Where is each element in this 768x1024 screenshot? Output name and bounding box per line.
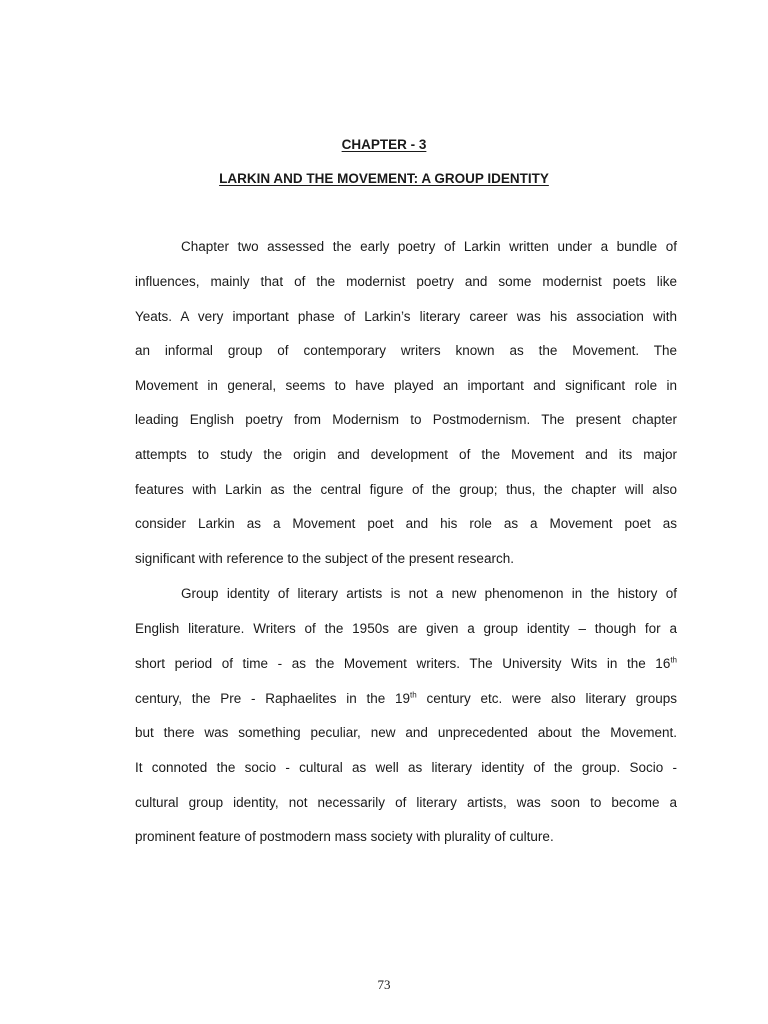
paragraph-1-line: Movement in general, seems to have played an important and significant role in: [135, 378, 677, 393]
paragraph-1-line: an informal group of contemporary writers known as the Movement. The: [135, 343, 677, 358]
line-text: short period of time - as the Movement writers. The University Wits in the 16: [135, 656, 671, 671]
paragraph-2-line: prominent feature of postmodern mass society with plurality of culture.: [135, 829, 554, 844]
paragraph-1-line: consider Larkin as a Movement poet and his role as a Movement poet as: [135, 516, 677, 531]
paragraph-1-line: features with Larkin as the central figure of the group; thus, the chapter will also: [135, 482, 677, 497]
line-text: century, the Pre - Raphaelites in the 19: [135, 691, 411, 706]
line-text: century etc. were also literary groups: [416, 691, 677, 706]
paragraph-1-line: attempts to study the origin and development of the Movement and its major: [135, 447, 677, 462]
page-number: 73: [377, 977, 391, 992]
paragraph-1-line: influences, mainly that of the modernist poetry and some modernist poets like: [135, 274, 677, 289]
superscript: th: [670, 655, 677, 665]
chapter-label: CHAPTER - 3: [341, 137, 427, 152]
paragraph-1-line: leading English poetry from Modernism to Postmodernism. The present chapter: [135, 412, 677, 427]
paragraph-2-line: Group identity of literary artists is not a new phenomenon in the history of: [181, 586, 677, 601]
superscript: th: [410, 690, 417, 700]
chapter-title: LARKIN AND THE MOVEMENT: A GROUP IDENTITY: [219, 171, 549, 186]
paragraph-2-line: [135, 690, 677, 708]
paragraph-1-line: Chapter two assessed the early poetry of Larkin written under a bundle of: [181, 239, 677, 254]
paragraph-1-line: significant with reference to the subject of the present research.: [135, 551, 514, 566]
paragraph-1-line: Yeats. A very important phase of Larkin’s literary career was his association with: [135, 309, 677, 324]
paragraph-2-line: English literature. Writers of the 1950s are given a group identity – though for a: [135, 621, 677, 636]
paragraph-2-line: [135, 655, 677, 673]
paragraph-2-line: but there was something peculiar, new and unprecedented about the Movement.: [135, 725, 677, 740]
paragraph-2-line: cultural group identity, not necessarily of literary artists, was soon to become a: [135, 795, 677, 810]
paragraph-2-line: It connoted the socio - cultural as well as literary identity of the group. Socio -: [135, 760, 677, 775]
